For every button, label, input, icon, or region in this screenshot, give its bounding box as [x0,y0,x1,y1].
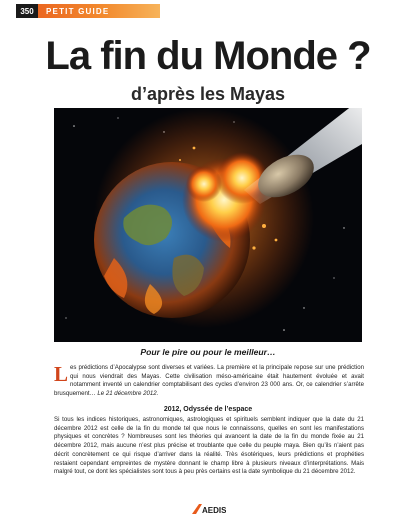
publisher-logo [190,502,226,516]
section-heading: 2012, Odyssée de l’espace [163,406,253,413]
series-label: PETIT GUIDE [46,6,110,16]
drop-cap: L [54,362,69,386]
earth-asteroid-impact-image [54,108,362,342]
image-caption: Pour le pire ou pour le meilleur… [140,347,276,357]
cover-illustration [54,108,362,342]
page-title: La fin du Monde ? [45,34,371,78]
intro-text: es prédictions d’Apocalypse sont diverses et variées. La première et la principale repose sur une prédiction qui nous viendrait des Mayas. Cette civilisation méso-américaine était hautement évoluée et avait notamment inventé un calendrier comptabilisant des cycles d’environ 23 000 ans. Or, ce calendrier s’arrête brusquement… [54,364,364,398]
page-subtitle: d’après les Mayas [130,84,286,104]
intro-date: Le 21 décembre 2012. [97,390,159,398]
section-body: Si tous les indices historiques, astronomiques, astrologiques et spirituels semblent indiquer que la date du 21 décembre 2012 est celle de la fin du monde tel que nous le connaissons, quelles en sont les manifestations physiques et concrètes ? Nombreuses sont les théories qui avancent la date de la fin du monde fixée au 21 décembre 2012, mais aucune n’est plus précise et troublante que celle du peuple maya. Bien qu’ils n’aient pas décrit concrètement ce qui risque d’arriver dans la réalité. Très ésotériques, leurs prédictions et prophéties restaient cependant empreintes de mystère donnant le champ libre à plusieurs niveaux d’interprétations. Mais malgré tout, ce dont les spécialistes sont tous à peu près certains est la date symbolique du 21 décembre 2012. [54,416,364,476]
issue-number-badge: 350 [16,4,38,18]
intro-paragraph [54,364,364,399]
publisher-name: AEDIS [202,506,226,515]
header-band [16,4,160,18]
